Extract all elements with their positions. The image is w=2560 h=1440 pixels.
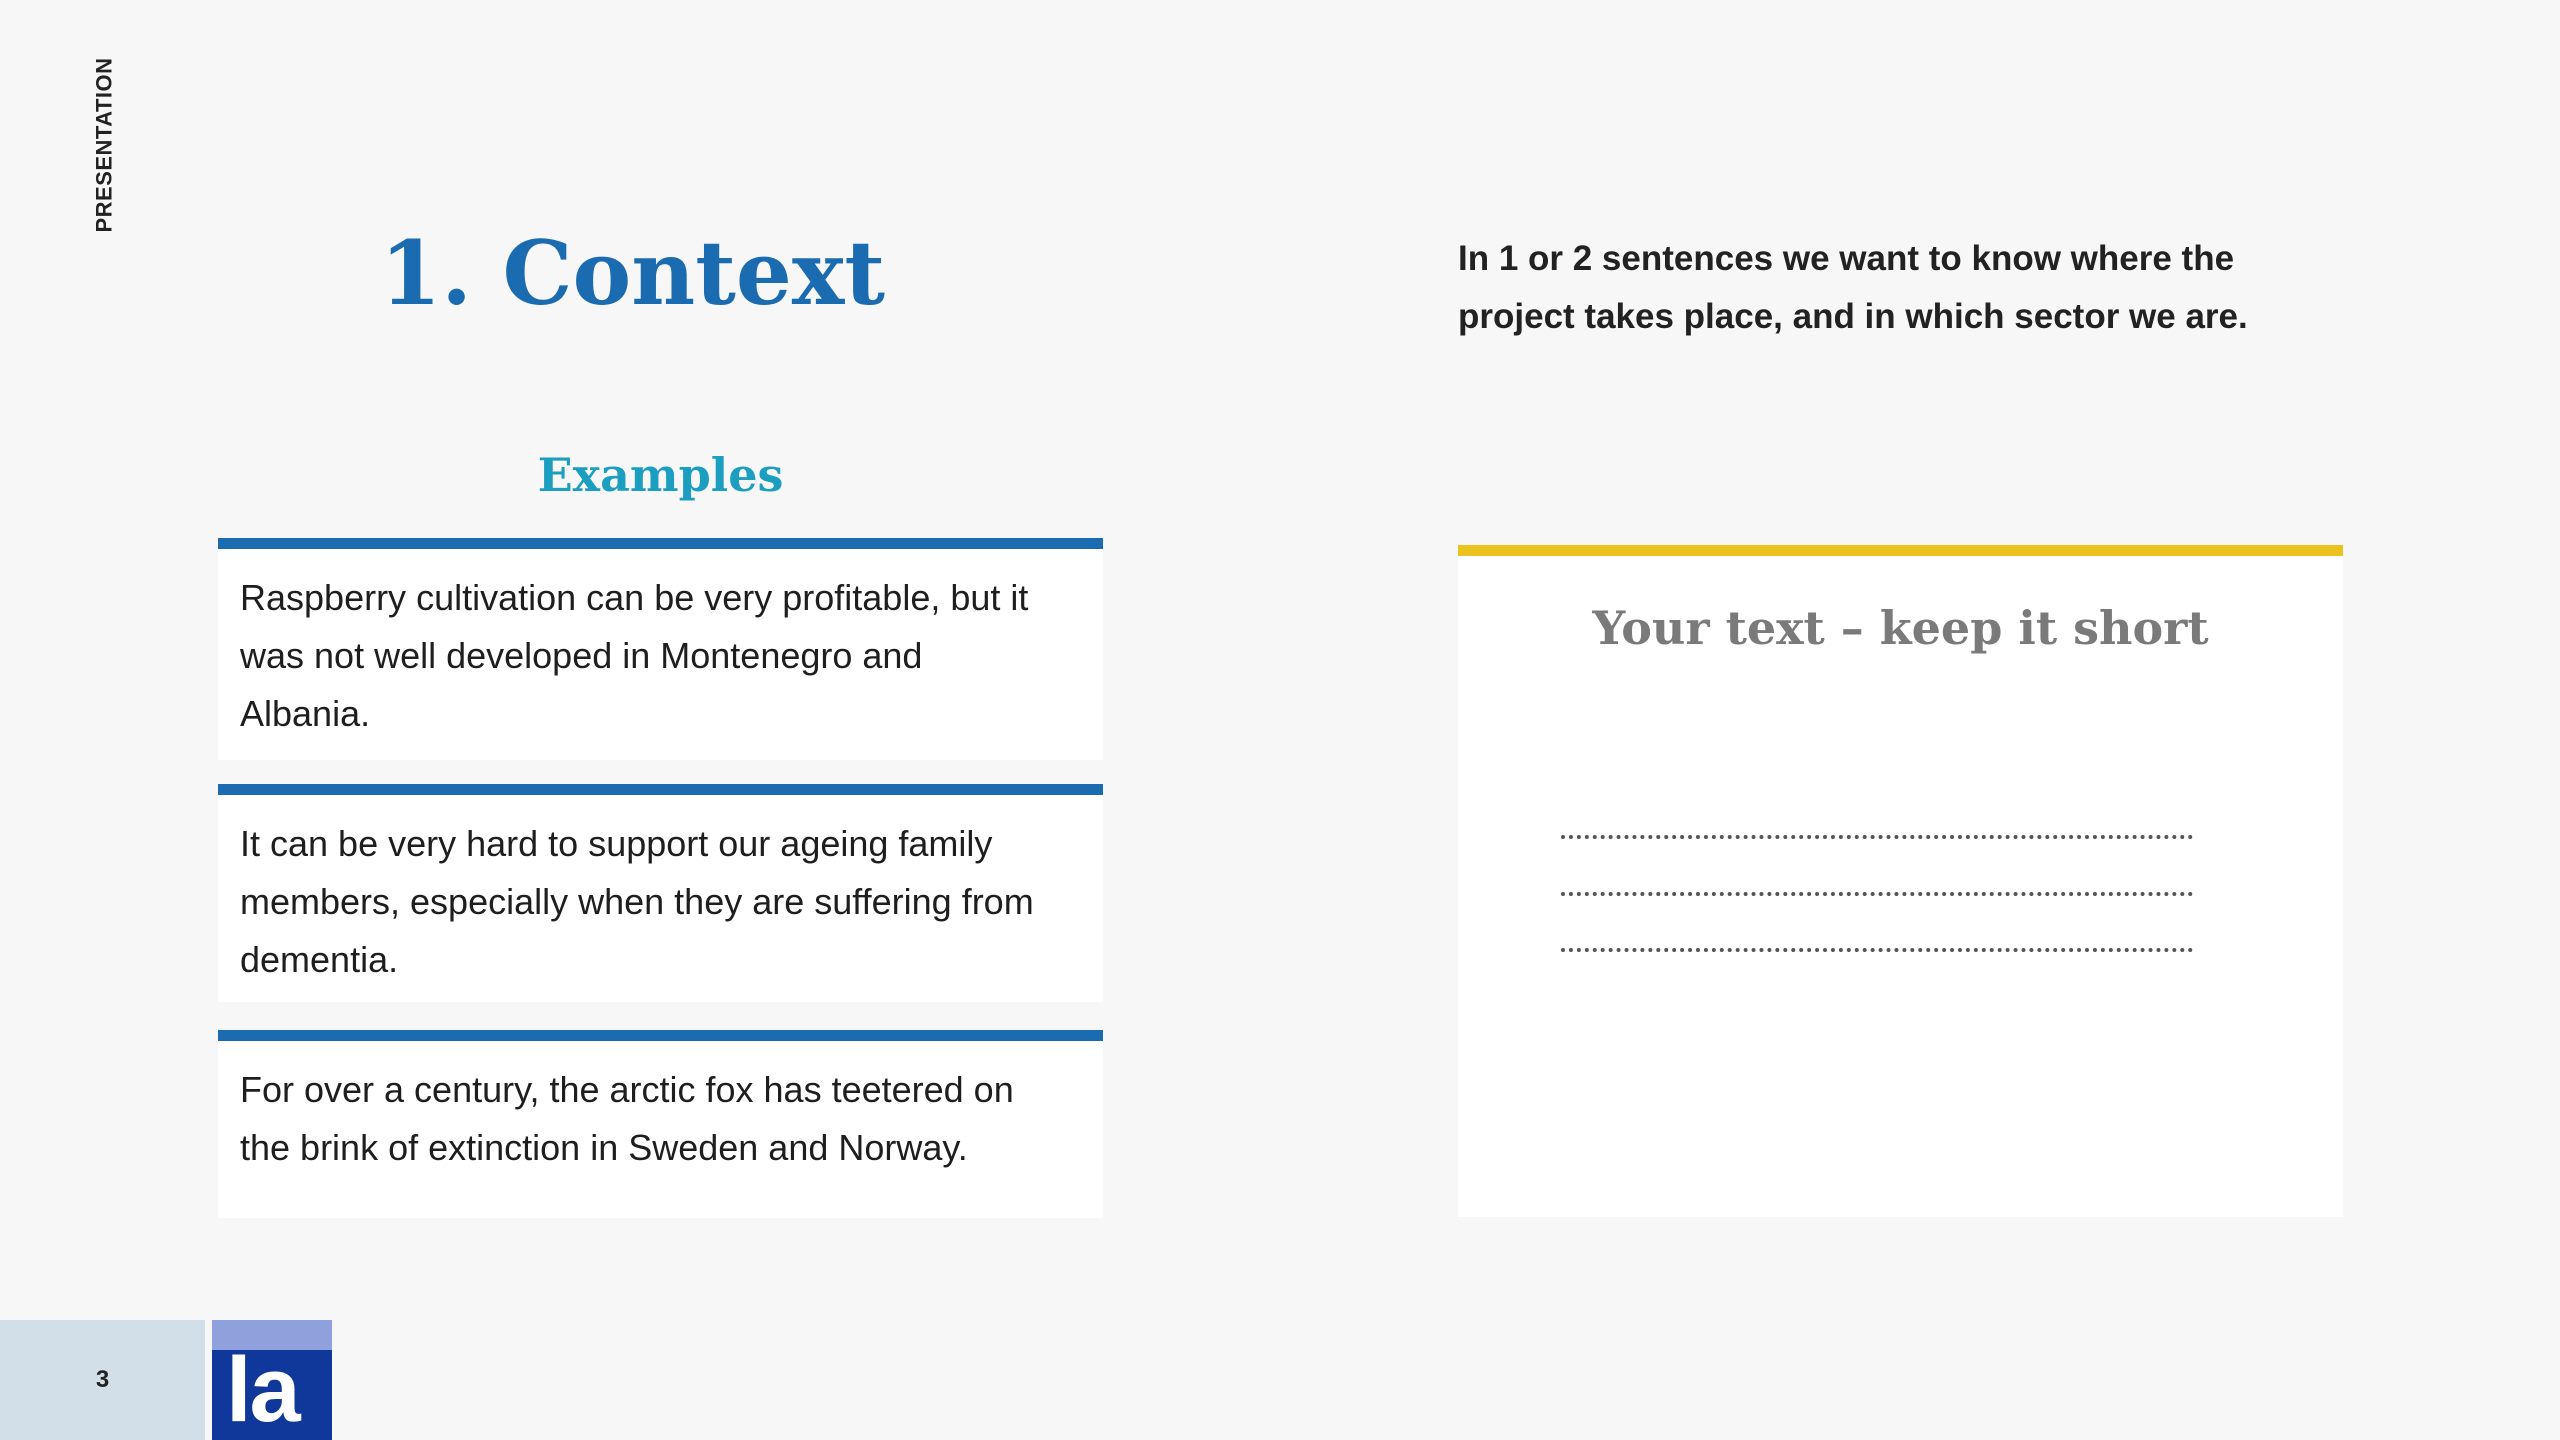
your-text-box (1458, 545, 2343, 1217)
dotted-line-2 (1561, 892, 2193, 896)
dotted-line-1 (1561, 835, 2193, 839)
example-box-2 (218, 784, 1103, 1002)
example-box-1 (218, 538, 1103, 760)
example-text: It can be very hard to support our ageing family members, especially when they are suffering from dementia. (240, 823, 1034, 980)
dotted-line-3 (1561, 948, 2193, 952)
your-text-title: Your text – keep it short (1592, 601, 2209, 655)
example-box-3 (218, 1030, 1103, 1218)
page-number-text: 3 (95, 1366, 110, 1393)
page-number (0, 1320, 205, 1440)
examples-heading: Examples (537, 448, 784, 502)
logo-text: la (226, 1339, 299, 1440)
slide-title: 1. Context (380, 221, 885, 325)
example-text: For over a century, the arctic fox has teetered on the brink of extinction in Sweden and Norway. (240, 1069, 1014, 1168)
side-label-text: PRESENTATION (92, 57, 117, 233)
example-text: Raspberry cultivation can be very profitable, but it was not well developed in Montenegro and Albania. (240, 577, 1029, 734)
intro-text: In 1 or 2 sentences we want to know where the project takes place, and in which sector we are. (1458, 239, 2248, 336)
section-side-label (90, 50, 120, 240)
brand-logo (212, 1320, 332, 1440)
